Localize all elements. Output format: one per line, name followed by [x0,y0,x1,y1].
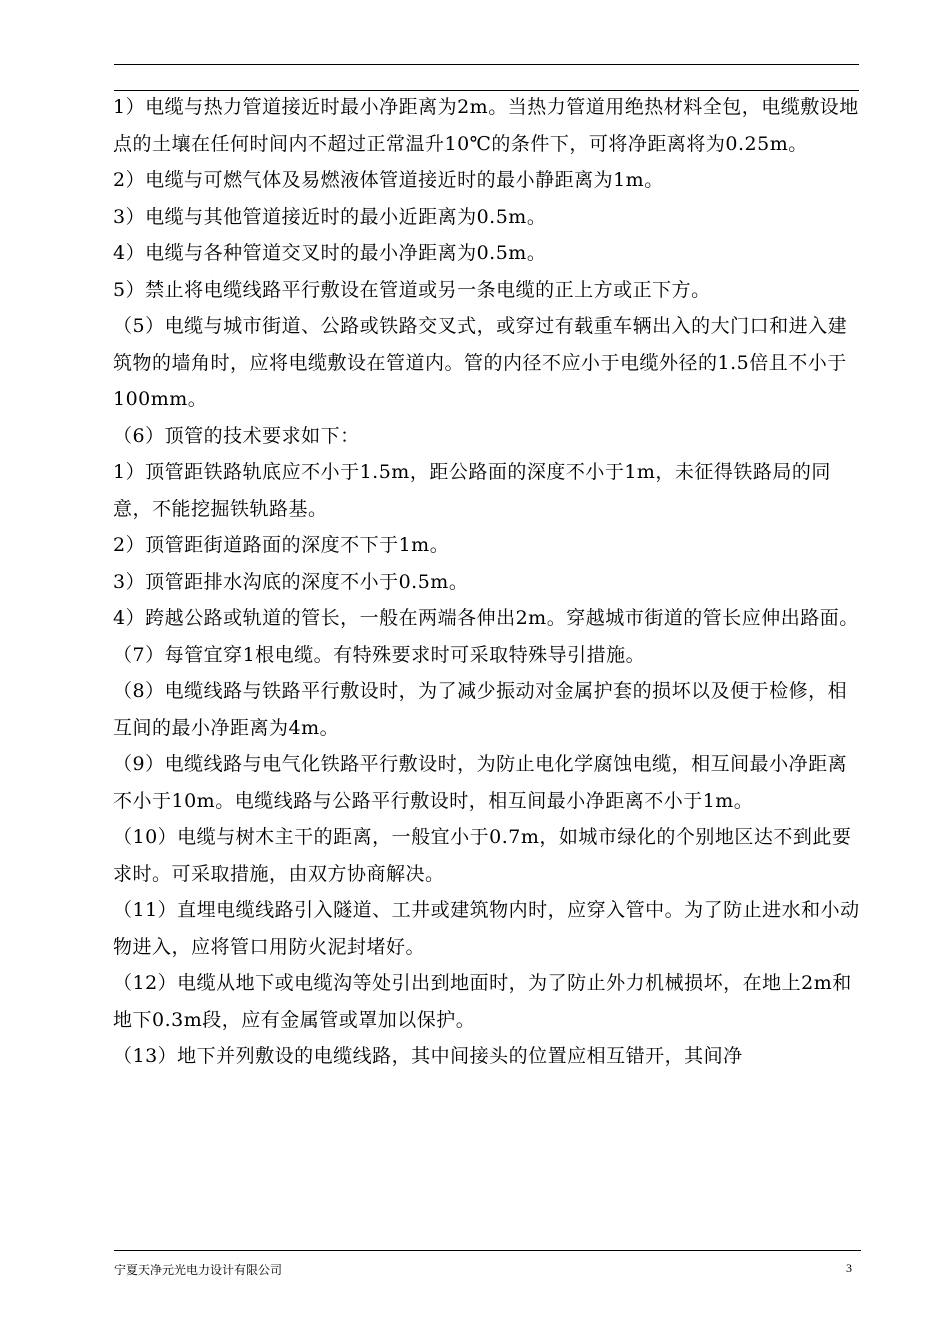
paragraph-8: 1）顶管距铁路轨底应不小于1.5m，距公路面的深度不小于1m，未征得铁路局的同意，不能挖掘铁轨路基。 [113,461,831,520]
paragraph-11: 4）跨越公路或轨道的管长，一般在两端各伸出2m。穿越城市街道的管长应伸出路面。 [113,607,859,629]
document-body [113,89,861,1075]
paragraph-14: （9）电缆线路与电气化铁路平行敷设时，为防止电化学腐蚀电缆，相互间最小净距离不小于10m。电缆线路与公路平行敷设时，相互间最小净距离不小于1m。 [113,753,848,812]
paragraph-12: （7）每管宜穿1根电缆。有特殊要求时可采取特殊导引措施。 [113,643,646,666]
paragraph-16: （11）直埋电缆线路引入隧道、工井或建筑物内时，应穿入管中。为了防止进水和小动物进入，应将管口用防火泥封堵好。 [113,899,860,958]
paragraph-15: （10）电缆与树木主干的距离，一般宜小于0.7m，如城市绿化的个别地区达不到此要求时。可采取措施，由双方协商解决。 [113,826,852,885]
paragraph-10: 3）顶管距排水沟底的深度不小于0.5m。 [113,570,469,593]
paragraph-5: 5）禁止将电缆线路平行敷设在管道或另一条电缆的正上方或正下方。 [113,278,711,301]
page-number: 3 [846,1261,852,1275]
paragraph-18: （13）地下并列敷设的电缆线路，其中间接头的位置应相互错开，其间净 [113,1045,743,1067]
paragraph-13: （8）电缆线路与铁路平行敷设时，为了减少振动对金属护套的损坏以及便于检修，相互间的最小净距离为4m。 [113,680,848,739]
paragraph-7: （6）顶管的技术要求如下： [113,424,360,447]
paragraph-2: 2）电缆与可燃气体及易燃液体管道接近时的最小静距离为1m。 [113,169,664,191]
paragraph-9: 2）顶管距街道路面的深度不下于1m。 [113,534,450,556]
paragraph-4: 4）电缆与各种管道交叉时的最小净距离为0.5m。 [113,242,547,264]
paragraph-17: （12）电缆从地下或电缆沟等处引出到地面时，为了防止外力机械损坏，在地上2m和地下0.3m段，应有金属管或罩加以保护。 [113,972,852,1031]
paragraph-6: （5）电缆与城市街道、公路或铁路交叉式，或穿过有载重车辆出入的大门口和进入建筑物的墙角时，应将电缆敷设在管道内。管的内径不应小于电缆外径的1.5倍且不小于100mm。 [113,315,848,410]
paragraph-3: 3）电缆与其他管道接近时的最小近距离为0.5m。 [113,205,547,228]
footer-rule [114,1250,861,1251]
paragraph-1: 1）电缆与热力管道接近时最小净距离为2m。当热力管道用绝热材料全包，电缆敷设地点的土壤在任何时间内不超过正常温升10℃的条件下，可将净距离将为0.25m。 [113,96,859,155]
header-rule-top [114,64,859,65]
footer-company: 宁夏天净元光电力设计有限公司 [114,1263,283,1277]
